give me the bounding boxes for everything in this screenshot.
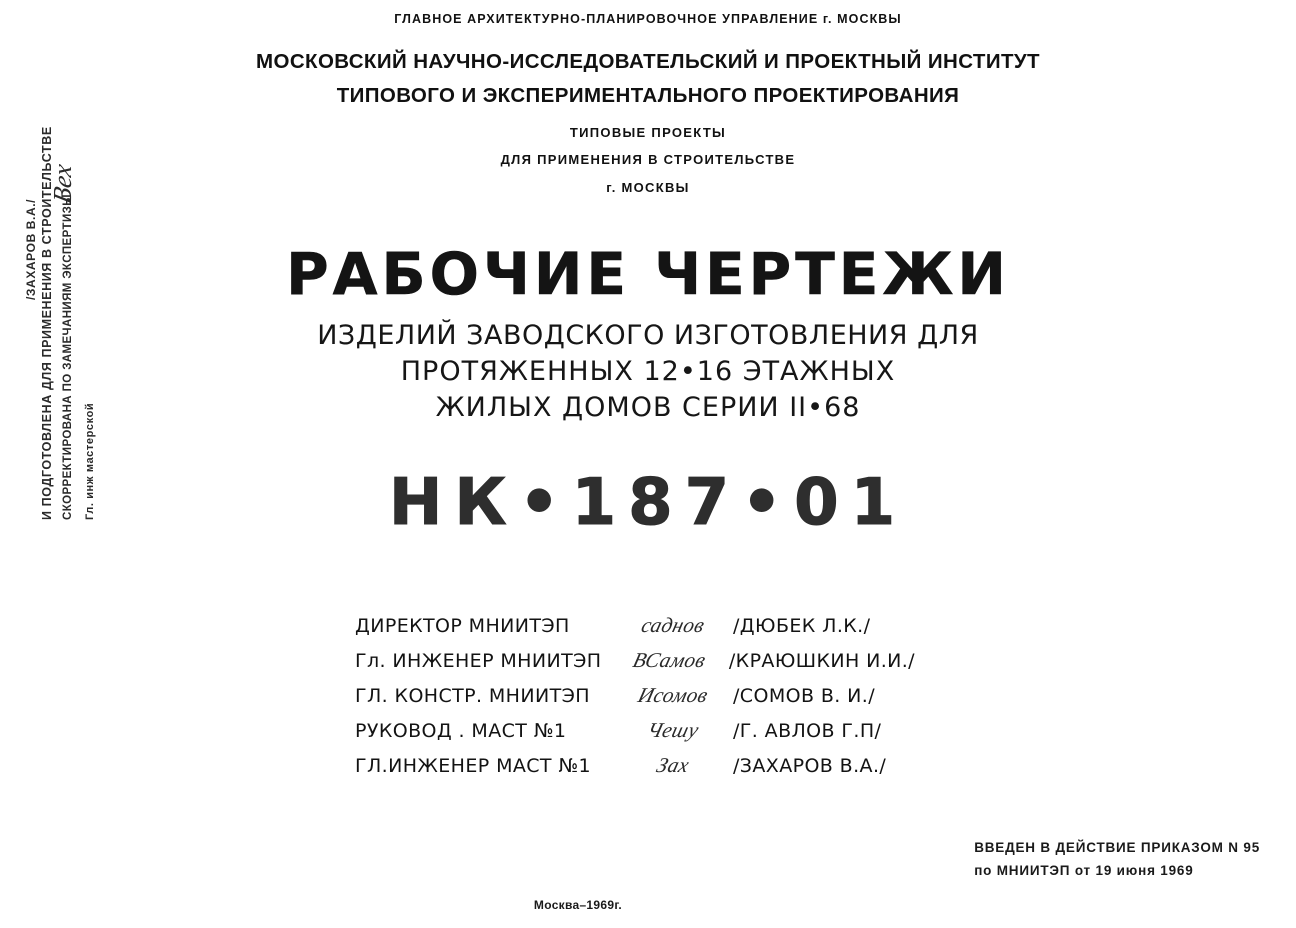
header-city: г. МОСКВЫ [606, 180, 690, 195]
project-code: НК•187•01 [388, 466, 908, 540]
signature-role: Гл. ИНЖЕНЕР МНИИТЭП [355, 649, 602, 672]
header-typical-projects: ТИПОВЫЕ ПРОЕКТЫ [569, 125, 727, 140]
left-stamp-signature: /ЗАХАРОВ В.А./ [24, 198, 38, 300]
signature-row [355, 713, 915, 748]
signature-scribble: Зах [654, 753, 692, 777]
signature-scribble: саднов [638, 613, 708, 637]
signature-role: ГЛ.ИНЖЕНЕР МАСТ №1 [355, 754, 592, 777]
signature-name: /СОМОВ В. И./ [733, 684, 876, 707]
subtitle-line-2: ПРОТЯЖЕННЫХ 12•16 ЭТАЖНЫХ [400, 356, 896, 387]
signature-row [355, 643, 915, 678]
header-institute-line-2: ТИПОВОГО И ЭКСПЕРИМЕНТАЛЬНОГО ПРОЕКТИРОВАНИЯ [336, 84, 960, 107]
signature-scribble: Исомов [635, 683, 711, 707]
signature-row [355, 748, 915, 783]
header-institute-line-1: МОСКОВСКИЙ НАУЧНО-ИССЛЕДОВАТЕЛЬСКИЙ И ПРОЕКТНЫЙ ИНСТИТУТ [256, 50, 1040, 73]
subtitle-line-3: ЖИЛЫХ ДОМОВ СЕРИИ II•68 [435, 392, 861, 423]
signature-name: /ЗАХАРОВ В.А./ [733, 754, 887, 777]
left-stamp-scribble: Вех [48, 161, 77, 207]
signature-scribble: Чешу [644, 718, 702, 742]
signature-role: ГЛ. КОНСТР. МНИИТЭП [355, 684, 590, 707]
footer-city-year [0, 898, 1296, 912]
order-note-line-1: ВВЕДЕН В ДЕЙСТВИЕ ПРИКАЗОМ N 95 [974, 840, 1260, 855]
signatures-block [355, 608, 915, 783]
left-stamp-line-3: Гл. инж мастерской [84, 402, 96, 520]
signature-name: /ДЮБЕК Л.К./ [733, 614, 871, 637]
signature-scribble: ВСамов [630, 648, 709, 672]
signature-row [355, 608, 915, 643]
page-title: РАБОЧИЕ ЧЕРТЕЖИ [286, 240, 1010, 308]
left-stamp-line-1: И ПОДГОТОВЛЕНА ДЛЯ ПРИМЕНЕНИЯ В СТРОИТЕЛЬСТВЕ [40, 126, 54, 520]
signature-row [355, 678, 915, 713]
subtitle-line-1: ИЗДЕЛИЙ ЗАВОДСКОГО ИЗГОТОВЛЕНИЯ ДЛЯ [317, 320, 979, 351]
order-note [974, 836, 1260, 882]
left-stamp-line-2: СКОРРЕКТИРОВАНА ПО ЗАМЕЧАНИЯМ ЭКСПЕРТИЗЫ [62, 194, 74, 520]
header-authority: ГЛАВНОЕ АРХИТЕКТУРНО-ПЛАНИРОВОЧНОЕ УПРАВЛЕНИЕ г. МОСКВЫ [394, 12, 902, 26]
signature-role: ДИРЕКТОР МНИИТЭП [355, 614, 570, 637]
footer-city-year-text: Москва–1969г. [533, 898, 623, 912]
order-note-line-2: по МНИИТЭП от 19 июня 1969 [974, 863, 1194, 878]
signature-role: РУКОВОД . МАСТ №1 [355, 719, 567, 742]
header-for-construction: ДЛЯ ПРИМЕНЕНИЯ В СТРОИТЕЛЬСТВЕ [500, 152, 796, 167]
signature-name: /Г. АВЛОВ Г.П/ [733, 719, 882, 742]
signature-name: /КРАЮШКИН И.И./ [728, 649, 915, 672]
